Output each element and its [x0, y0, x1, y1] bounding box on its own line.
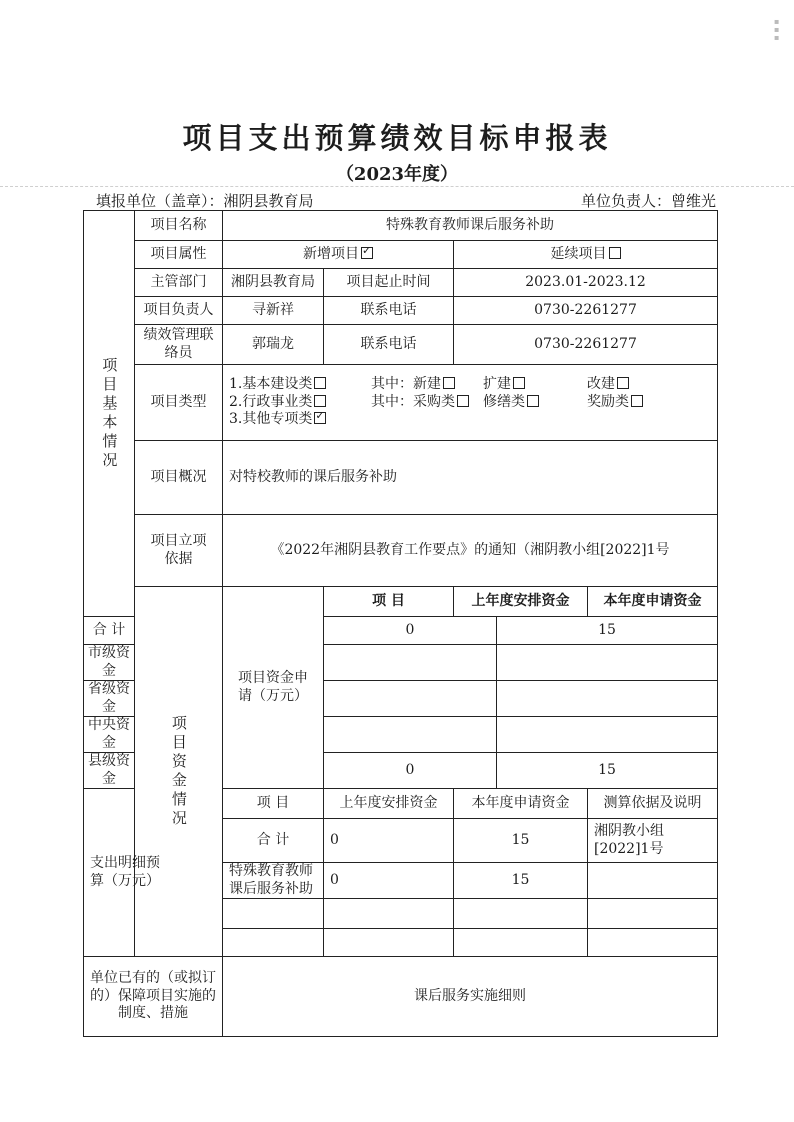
type-repair-checkbox[interactable]: [527, 395, 539, 407]
value-phone2: 0730-2261277: [454, 325, 718, 365]
budget-form-table: [83, 210, 718, 1037]
funds-row-this: 15: [497, 753, 718, 789]
type-rebuild: 改建: [587, 376, 615, 393]
detail-empty-cell: [324, 899, 454, 929]
funds-row-last: 0: [324, 753, 497, 789]
value-lead: 寻新祥: [223, 297, 324, 325]
funds-row-last: [324, 645, 497, 681]
label-project-type: 项目类型: [135, 365, 223, 441]
label-dept: 主管部门: [135, 269, 223, 297]
row-project-attr: [84, 241, 718, 269]
funds-row-last: [324, 717, 497, 753]
section-funds-label: 项目资金情况: [169, 714, 188, 829]
row-project-type: [84, 365, 718, 441]
row-perf-contact: [84, 325, 718, 365]
detail-item1-last: 0: [324, 863, 454, 899]
value-project-type: [223, 365, 718, 441]
funds-row-name: 中央资金: [84, 717, 135, 753]
label-lead: 项目负责人: [135, 297, 223, 325]
funds-row-name: 县级资金: [84, 753, 135, 789]
fill-unit-value: 湘阴县教育局: [223, 192, 314, 210]
row-system: [84, 957, 718, 1037]
value-dept: 湘阴县教育局: [223, 269, 324, 297]
type-other: 3.其他专项类: [229, 411, 313, 428]
detail-empty-cell: [588, 929, 718, 957]
detail-head-last: 上年度安排资金: [324, 789, 454, 819]
detail-empty-cell: [588, 899, 718, 929]
type-reward: 奖励类: [587, 393, 629, 410]
detail-empty-cell: [324, 929, 454, 957]
type-line-3: [229, 411, 714, 429]
attr-continue: [454, 241, 718, 269]
type-admin-checkbox[interactable]: [314, 395, 326, 407]
value-perf-contact: 郭瑞龙: [223, 325, 324, 365]
row-lead: [84, 297, 718, 325]
page-title: 项目支出预算绩效目标申报表: [182, 121, 612, 155]
head-last-year: 上年度安排资金: [454, 587, 588, 617]
type-basic-checkbox[interactable]: [314, 377, 326, 389]
detail-total-note: 湘阴教小组[2022]1号: [588, 819, 718, 863]
detail-item1-note: [588, 863, 718, 899]
label-phone: 联系电话: [324, 297, 454, 325]
value-project-name: 特殊教育教师课后服务补助: [223, 211, 718, 241]
head-this-year: 本年度申请资金: [588, 587, 718, 617]
unit-head-value: 曾维光: [670, 192, 716, 210]
label-overview: 项目概况: [135, 441, 223, 515]
type-new-build-checkbox[interactable]: [443, 377, 455, 389]
fill-unit-label: 填报单位（盖章）：: [96, 192, 224, 210]
attr-new-checkbox[interactable]: [361, 247, 373, 259]
value-overview: 对特校教师的课后服务补助: [223, 441, 718, 515]
row-overview: [84, 441, 718, 515]
label-funds-apply: 项目资金申请（万元）: [223, 587, 324, 789]
type-new-build: 其中：新建: [371, 376, 441, 393]
label-phone2: 联系电话: [324, 325, 454, 365]
detail-head-item: 项 目: [223, 789, 324, 819]
type-basic-construction: 1.基本建设类: [229, 376, 313, 393]
funds-row-this: 15: [497, 617, 718, 645]
type-admin: 2.行政事业类: [229, 393, 313, 410]
detail-total-name: 合 计: [223, 819, 324, 863]
detail-item1-name: 特殊教育教师课后服务补助: [223, 863, 324, 899]
label-project-attr: 项目属性: [135, 241, 223, 269]
fill-unit: [96, 190, 314, 211]
attr-new: [223, 241, 454, 269]
detail-empty-cell: [454, 899, 588, 929]
funds-row-this: [497, 717, 718, 753]
detail-empty-cell: [223, 929, 324, 957]
type-purchase-checkbox[interactable]: [457, 395, 469, 407]
label-system: 单位已有的（或拟订的）保障项目实施的制度、措施: [84, 957, 223, 1037]
row-project-name: [84, 211, 718, 241]
label-period: 项目起止时间: [324, 269, 454, 297]
type-expand-checkbox[interactable]: [513, 377, 525, 389]
label-project-name: 项目名称: [135, 211, 223, 241]
section-funds: [135, 587, 223, 957]
detail-item1-this: 15: [454, 863, 588, 899]
type-rebuild-checkbox[interactable]: [617, 377, 629, 389]
detail-total-this: 15: [454, 819, 588, 863]
head-item: 项 目: [324, 587, 454, 617]
scan-dash-line: [0, 186, 794, 187]
page-subtitle: （2023年度）: [335, 164, 459, 185]
row-funds-header: [84, 587, 718, 617]
attr-new-label: 新增项目: [303, 245, 359, 262]
funds-row-name: 合 计: [84, 617, 135, 645]
unit-head-label: 单位负责人：: [580, 192, 671, 210]
funds-row-name: 省级资金: [84, 681, 135, 717]
unit-head: [581, 190, 716, 211]
label-basis: 项目立项依据: [135, 515, 223, 587]
section-basic-info: [84, 211, 135, 617]
detail-empty-cell: [454, 929, 588, 957]
type-purchase: 其中：采购类: [371, 393, 455, 410]
type-repair: 修缮类: [483, 393, 525, 410]
type-other-checkbox[interactable]: [314, 412, 326, 424]
label-detail-budget: 支出明细预算（万元）: [84, 789, 135, 957]
attr-continue-checkbox[interactable]: [609, 247, 621, 259]
value-phone: 0730-2261277: [454, 297, 718, 325]
scan-marks: ▪ ▪ ▪: [774, 17, 780, 42]
value-system: 课后服务实施细则: [223, 957, 718, 1037]
row-dept: [84, 269, 718, 297]
funds-row-name: 市级资金: [84, 645, 135, 681]
label-perf-contact: 绩效管理联络员: [135, 325, 223, 365]
detail-head-this: 本年度申请资金: [454, 789, 588, 819]
type-line-2: [229, 394, 714, 412]
detail-total-last: 0: [324, 819, 454, 863]
section-basic-label: 项目基本情况: [100, 356, 119, 471]
funds-row-last: [324, 681, 497, 717]
type-line-1: [229, 376, 714, 394]
attr-continue-label: 延续项目: [550, 245, 607, 262]
row-basis: [84, 515, 718, 587]
value-period: 2023.01-2023.12: [454, 269, 718, 297]
type-expand: 扩建: [483, 376, 511, 393]
type-reward-checkbox[interactable]: [631, 395, 643, 407]
funds-row-this: [497, 681, 718, 717]
detail-head-note: 测算依据及说明: [588, 789, 718, 819]
detail-empty-cell: [223, 899, 324, 929]
funds-row-last: 0: [324, 617, 497, 645]
funds-row-this: [497, 645, 718, 681]
value-basis: 《2022年湘阴县教育工作要点》的通知（湘阴教小组[2022]1号: [223, 515, 718, 587]
